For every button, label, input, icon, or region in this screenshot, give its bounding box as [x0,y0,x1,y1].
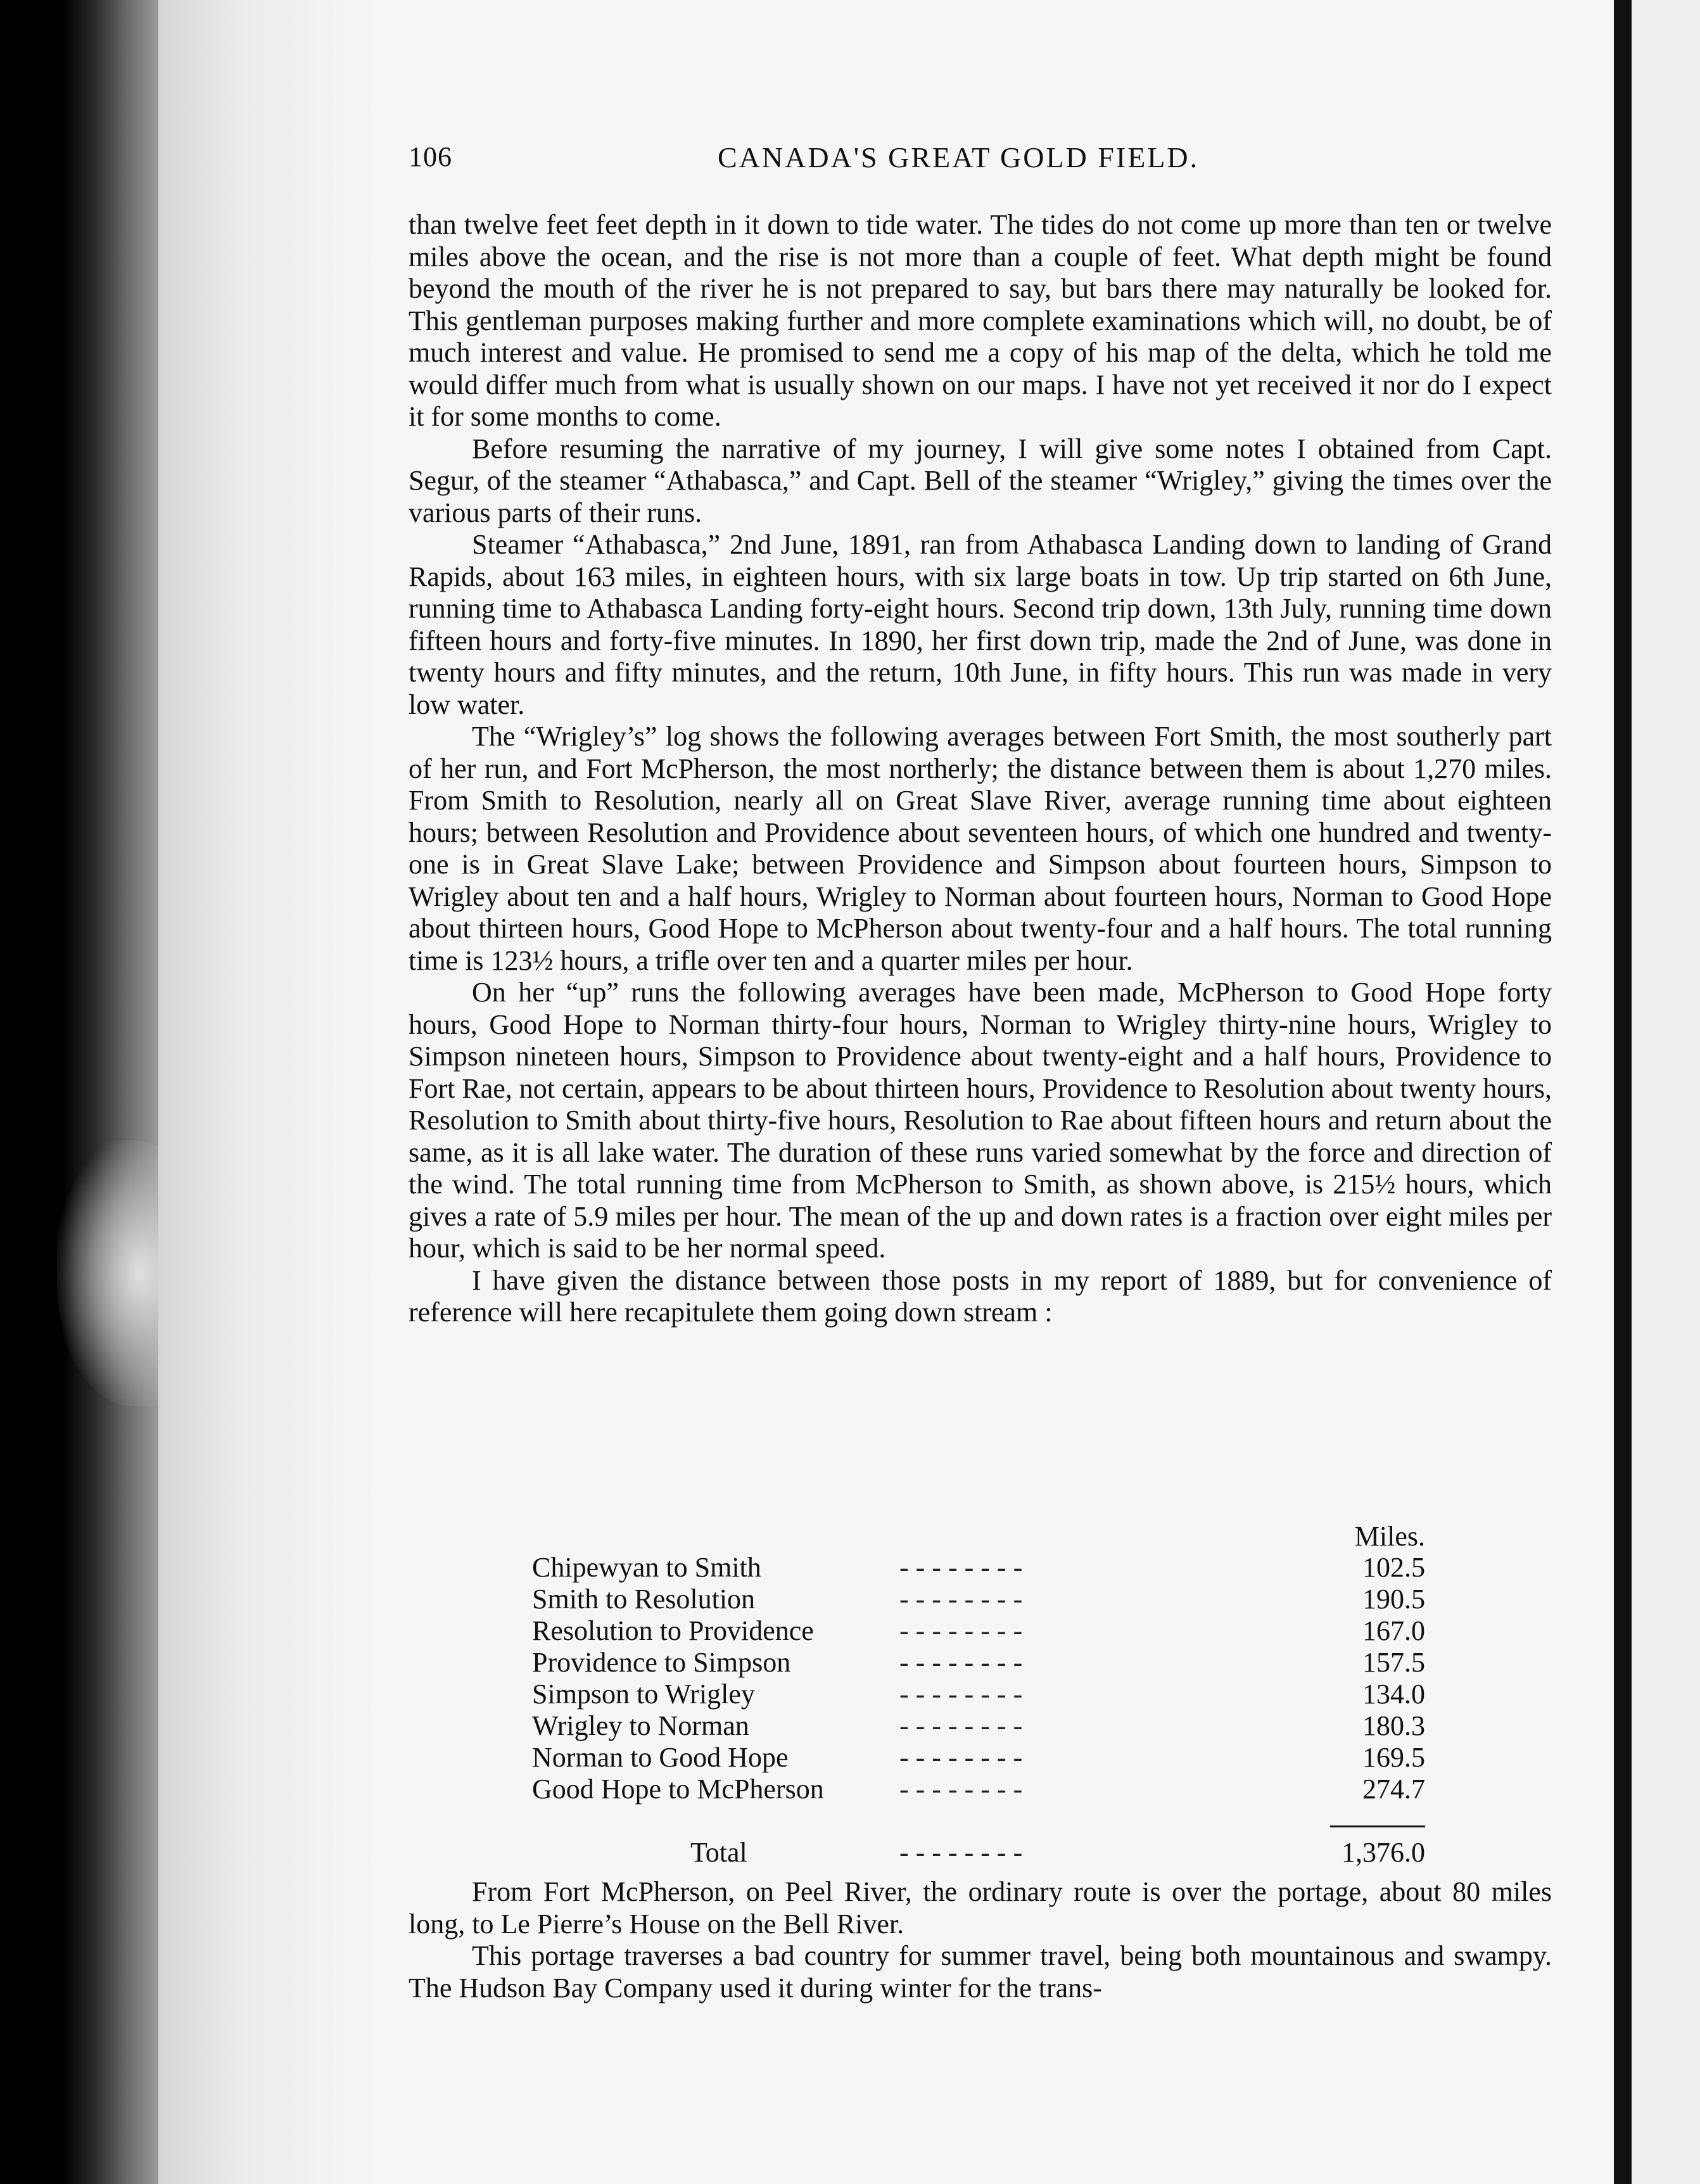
route-label: Norman to Good Hope [532,1742,789,1773]
table-row [532,1615,1425,1647]
next-page-edge [1632,0,1700,2184]
route-label: Good Hope to McPherson [532,1774,824,1805]
table-row [532,1742,1425,1774]
route-label: Wrigley to Norman [532,1710,749,1741]
dot-leader: - - - - - - - - [899,1647,1023,1678]
table-row [532,1584,1425,1615]
dot-leader: - - - - - - - - [899,1774,1023,1805]
paragraph: Steamer “Athabasca,” 2nd June, 1891, ran from Athabasca Landing down to landing of Grand Rapids, about 163 miles, in eighteen hours, with six large boats in tow. Up trip started on 6th June, running time to Athabasca Landing forty-eight hours. Second trip down, 13th July, running time down fifteen hours and forty-five minutes. In 1890, her first down trip, made the 2nd of June, was done in twenty hours and fifty minutes, and the return, 10th June, in fifty hours. This run was made in very low water. [409,529,1552,720]
paragraph: This portage traverses a bad country for summer travel, being both mountainous and swampy. The Hudson Bay Company used it during winter for the trans- [409,1940,1552,2003]
table-row [532,1552,1425,1584]
table-row [532,1679,1425,1710]
page-gutter [1614,0,1632,2184]
table-row [532,1710,1425,1742]
dot-leader: - - - - - - - - [899,1742,1023,1773]
total-label: Total [690,1837,747,1868]
dot-leader: - - - - - - - - [899,1615,1023,1646]
total-row [532,1837,1425,1869]
paragraph: From Fort McPherson, on Peel River, the ordinary route is over the portage, about 80 miles long, to Le Pierre’s House on the Bell River. [409,1876,1552,1940]
miles-value: 274.7 [1362,1774,1425,1805]
route-label: Resolution to Providence [532,1615,814,1646]
paragraph: On her “up” runs the following averages have been made, McPherson to Good Hope forty hours, Good Hope to Norman thirty-four hours, Norman to Wrigley thirty-nine hours, Wrigley to Simpson nineteen hours, Simpson to Providence about twenty-eight and a half hours, Providence to Fort Rae, not certain, appears to be about thirteen hours, Providence to Resolution about twenty hours, Resolution to Smith about thirty-five hours, Resolution to Rae about fifteen hours and return about the same, as it is all lake water. The duration of these runs varied somewhat by the force and direction of the wind. The total running time from McPherson to Smith, as shown above, is 215½ hours, which gives a rate of 5.9 miles per hour. The mean of the up and down rates is a fraction over eight miles per hour, which is said to be her normal speed. [409,977,1552,1264]
miles-column-header: Miles. [1354,1521,1425,1552]
paragraph: I have given the distance between those posts in my report of 1889, but for convenience of reference will here recapitulete them going down stream : [409,1264,1552,1328]
dot-leader: - - - - - - - - [899,1584,1023,1615]
paragraph: The “Wrigley’s” log shows the following averages between Fort Smith, the most southerly part of her run, and Fort McPherson, the most northerly; the distance between them is about 1,270 miles. From Smith to Resolution, nearly all on Great Slave River, average running time about eighteen hours; between Resolution and Providence about seventeen hours, of which one hundred and twenty-one is in Great Slave Lake; between Providence and Simpson about fourteen hours, Simpson to Wrigley about ten and a half hours, Wrigley to Norman about fourteen hours, Norman to Good Hope about thirteen hours, Good Hope to McPherson about twenty-four and a half hours. The total running time is 123½ hours, a trifle over ten and a quarter miles per hour. [409,721,1552,976]
paragraph: than twelve feet feet depth in it down to tide water. The tides do not come up more than ten or twelve miles above the ocean, and the rise is not more than a couple of feet. What depth might be found beyond the mouth of the river he is not prepared to say, but bars there may naturally be looked for. This gentleman purposes making further and more complete examinations which will, no doubt, be of much interest and value. He promised to send me a copy of his map of the delta, which he told me would differ much from what is usually shown on our maps. I have not yet received it nor do I expect it for some months to come. [409,209,1552,432]
miles-value: 102.5 [1362,1552,1425,1583]
miles-value: 180.3 [1362,1710,1425,1741]
dot-leader: - - - - - - - - [899,1710,1023,1741]
page-number: 106 [409,141,452,172]
total-miles: 1,376.0 [1342,1837,1425,1868]
dot-leader: - - - - - - - - [899,1837,1023,1868]
route-label: Chipewyan to Smith [532,1552,761,1583]
page-header [409,141,1254,185]
body-text [409,209,1552,1329]
book-edge [0,0,158,2184]
miles-value: 169.5 [1362,1742,1425,1773]
miles-value: 134.0 [1362,1679,1425,1710]
total-rule [1330,1825,1425,1827]
table-row [532,1774,1425,1805]
miles-value: 190.5 [1362,1584,1425,1615]
dot-leader: - - - - - - - - [899,1552,1023,1583]
miles-value: 157.5 [1362,1647,1425,1678]
route-label: Smith to Resolution [532,1584,756,1615]
miles-value: 167.0 [1362,1615,1425,1646]
route-label: Providence to Simpson [532,1647,791,1678]
route-label: Simpson to Wrigley [532,1679,755,1710]
paragraph: Before resuming the narrative of my journey, I will give some notes I obtained from Capt. Segur, of the steamer “Athabasca,” and Capt. Bell of the steamer “Wrigley,” giving the times over the various parts of their runs. [409,433,1552,528]
closing-text [409,1876,1552,2004]
running-title: CANADA'S GREAT GOLD FIELD. [718,141,1200,174]
table-row [532,1647,1425,1679]
dot-leader: - - - - - - - - [899,1679,1023,1710]
